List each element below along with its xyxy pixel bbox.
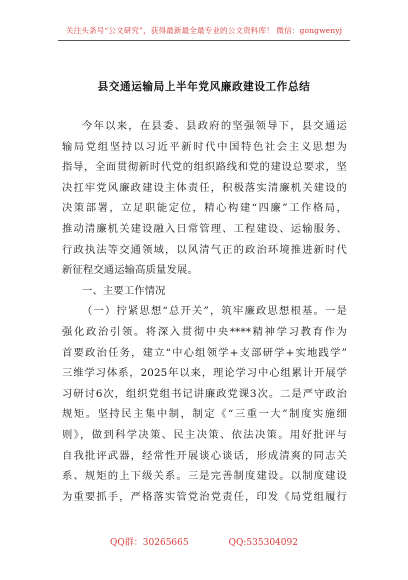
paragraph-line: 三维学习体系，2025年以来，理论学习中心组累计开展学: [62, 367, 347, 380]
paragraph-line: 今年以来，在县委、县政府的坚强领导下，县交通运: [82, 120, 347, 132]
paragraph-line: 行政执法等交通领域，以风清气正的政治环境推进新时代: [62, 243, 347, 256]
document-body: [62, 116, 347, 507]
paragraph-line: 指导，全面贯彻新时代党的组织路线和党的建设总要求，坚: [62, 161, 347, 174]
header-banner: 关注头条号“公文研究”，获得最新最全最专业的公文资料库！ 微信：gongwenyj: [65, 26, 343, 35]
footer-qq: QQ:535304092: [228, 538, 298, 548]
header-divider: [58, 40, 350, 41]
section-heading: 一、主要工作情况: [82, 284, 166, 297]
footer-contact: [0, 535, 408, 548]
paragraph-line: 强化政治引领。将深入贯彻中央****精神学习教育作为: [62, 325, 347, 338]
footer-qq-group: QQ群：30265665: [110, 538, 189, 548]
paragraph-line: 决策部署，立足职能定位，精心构建“四廉”工作格局，: [62, 202, 347, 215]
paragraph-line: 推动清廉机关建设融入日常管理、工程建设、运输服务、: [62, 222, 347, 235]
paragraph-line: 则》，做到科学决策、民主决策、依法决策。用好批评与: [62, 428, 347, 441]
paragraph-line: 规矩。坚持民主集中制，制定《“三重一大”制度实施细: [62, 408, 347, 421]
paragraph-line: 决扛牢党风廉政建设主体责任，积极落实清廉机关建设的: [62, 181, 347, 194]
paragraph-line: 输局党组坚持以习近平新时代中国特色社会主义思想为: [62, 140, 347, 153]
paragraph-line: 新征程交通运输高质量发展。: [62, 264, 198, 277]
paragraph-line: 自我批评武器，经常性开展谈心谈话，形成清爽的同志关: [62, 449, 347, 462]
paragraph-line: 首要政治任务，建立“中心组领学+支部研学+实地践学”: [62, 346, 347, 359]
paragraph-line: 习研讨6次，组织党组书记讲廉政党课3次。二是严守政治: [62, 387, 347, 400]
paragraph-line: 为重要抓手，严格落实管党治党责任，印发《局党组履行: [62, 490, 347, 503]
paragraph-line: （一）拧紧思想“总开关”，筑牢廉政思想根基。一是: [82, 305, 347, 318]
document-title: 县交通运输局上半年党风廉政建设工作总结: [97, 81, 311, 93]
paragraph-line: 系、规矩的上下级关系。三是完善制度建设。以制度建设: [62, 470, 347, 483]
